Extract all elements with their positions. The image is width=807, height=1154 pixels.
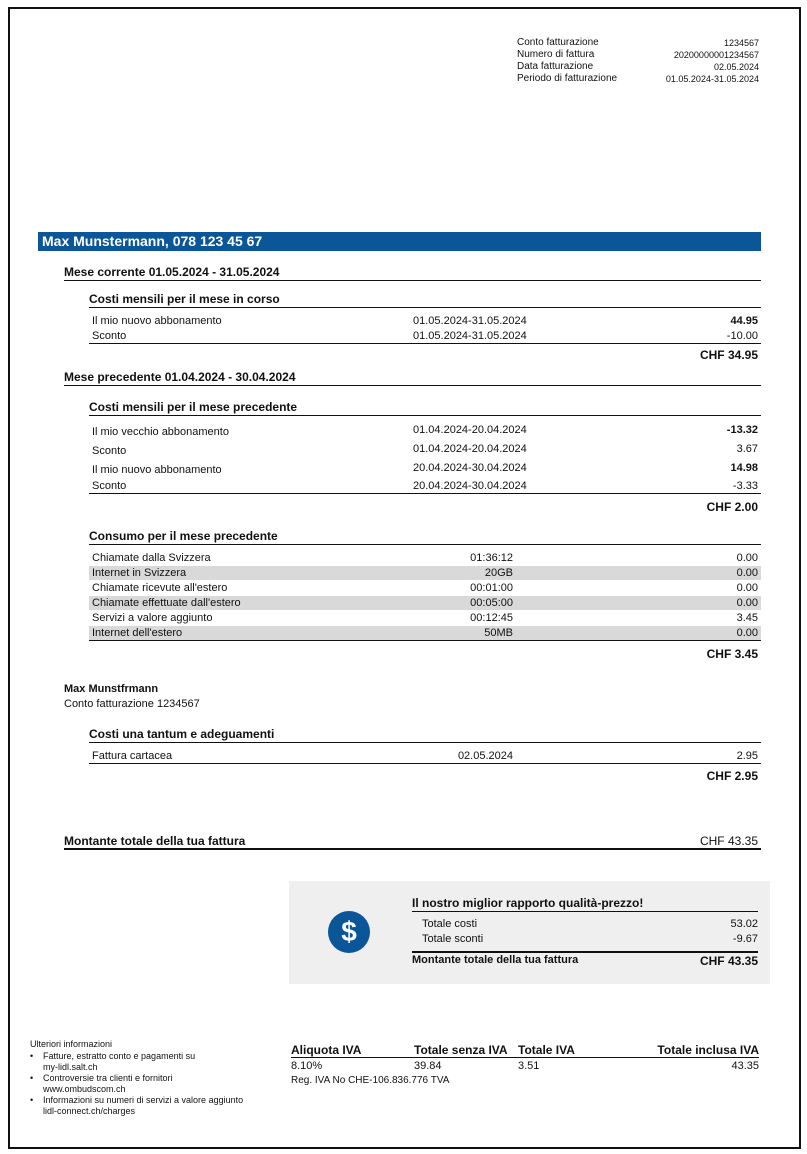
divider: [89, 640, 761, 641]
previous-month-total: CHF 2.00: [706, 500, 758, 514]
one-time-total: CHF 2.95: [706, 769, 758, 783]
bullet-icon: •: [30, 1095, 34, 1105]
promo-discounts-value: -9.67: [732, 933, 758, 945]
list-item: Il mio nuovo abbonamento 20.04.2024-30.04.2024 14.98: [92, 462, 758, 476]
divider: [89, 493, 761, 494]
footer-info-item: • Controversie tra clienti e fornitori www.ombudscom.ch: [30, 1073, 173, 1094]
table-row: Internet dell'estero 50MB 0.00: [89, 626, 761, 640]
promo-title: Il nostro miglior rapporto qualità-prezzo!: [412, 896, 758, 912]
header-row-invoice-date: Data fatturazione 02.05.2024: [517, 61, 759, 72]
bullet-icon: •: [30, 1073, 34, 1083]
account-billing: Conto fatturazione 1234567: [64, 698, 200, 710]
previous-month-subtitle: Costi mensili per il mese precedente: [89, 400, 761, 416]
current-month-total: CHF 34.95: [699, 348, 758, 362]
customer-bar: Max Munstermann, 078 123 45 67: [38, 232, 761, 251]
footer-link[interactable]: www.ombudscom.ch: [43, 1084, 126, 1094]
promo-total-label: Montante totale della tua fattura: [412, 954, 579, 966]
vat-values-row: 8.10% 39.84 3.51 43.35: [291, 1060, 759, 1072]
footer-link[interactable]: my-lidl.salt.ch: [43, 1062, 98, 1072]
bullet-icon: •: [30, 1051, 34, 1061]
grand-total-value: CHF 43.35: [699, 834, 758, 848]
vat-registration: Reg. IVA No CHE-106.836.776 TVA: [291, 1075, 450, 1086]
footer-info-title: Ulteriori informazioni: [30, 1039, 113, 1049]
grand-total-label: Montante totale della tua fattura: [64, 834, 246, 848]
list-item: Il mio nuovo abbonamento 01.05.2024-31.05.2024 44.95: [92, 315, 758, 327]
usage-subtitle: Consumo per il mese precedente: [89, 529, 761, 545]
footer-link[interactable]: lidl-connect.ch/charges: [43, 1106, 136, 1116]
list-item: Sconto 20.04.2024-30.04.2024 -3.33: [92, 480, 758, 492]
footer-info-item: • Informazioni su numeri di servizi a valore aggiunto lidl-connect.ch/charges: [30, 1095, 244, 1116]
list-item: Sconto 01.05.2024-31.05.2024 -10.00: [92, 330, 758, 342]
promo-total-value: CHF 43.35: [699, 954, 758, 968]
usage-total: CHF 3.45: [706, 647, 758, 661]
divider: [64, 848, 761, 850]
list-item: Sconto 01.04.2024-20.04.2024 3.67: [92, 443, 758, 457]
table-row: Chiamate dalla Svizzera 01:36:12 0.00: [92, 552, 758, 564]
divider: [89, 763, 761, 764]
footer-info-item: • Fatture, estratto conto e pagamenti su my-lidl.salt.ch: [30, 1051, 196, 1072]
dollar-icon: $: [328, 911, 370, 953]
table-row: Chiamate ricevute all'estero 00:01:00 0.00: [92, 582, 758, 594]
promo-costs-value: 53.02: [730, 918, 758, 930]
one-time-subtitle: Costi una tantum e adeguamenti: [89, 727, 761, 743]
divider: [89, 343, 761, 344]
previous-month-title: Mese precedente 01.04.2024 - 30.04.2024: [64, 370, 761, 386]
header-row-billing-account: Conto fatturazione 1234567: [517, 37, 759, 48]
vat-header-row: Aliquota IVA Totale senza IVA Totale IVA Totale inclusa IVA: [291, 1043, 759, 1057]
footer-info: [30, 1039, 243, 1117]
table-row: Chiamate effettuate dall'estero 00:05:00 0.00: [89, 596, 761, 610]
promo-costs-label: Totale costi: [422, 918, 478, 930]
header-row-invoice-number: Numero di fattura 20200000001234567: [517, 49, 759, 60]
current-month-subtitle: Costi mensili per il mese in corso: [89, 292, 761, 308]
list-item: Il mio vecchio abbonamento 01.04.2024-20.04.2024 -13.32: [92, 424, 758, 438]
table-row: Servizi a valore aggiunto 00:12:45 3.45: [92, 612, 758, 624]
list-item: Fattura cartacea 02.05.2024 2.95: [92, 750, 758, 762]
header-row-billing-period: Periodo di fatturazione 01.05.2024-31.05.2024: [517, 73, 759, 84]
table-row: Internet in Svizzera 20GB 0.00: [89, 566, 761, 580]
divider: [412, 951, 758, 953]
current-month-title: Mese corrente 01.05.2024 - 31.05.2024: [64, 265, 761, 281]
account-name: Max Munstfrmann: [64, 683, 159, 695]
promo-discounts-label: Totale sconti: [422, 933, 484, 945]
promo-panel: [289, 881, 770, 984]
